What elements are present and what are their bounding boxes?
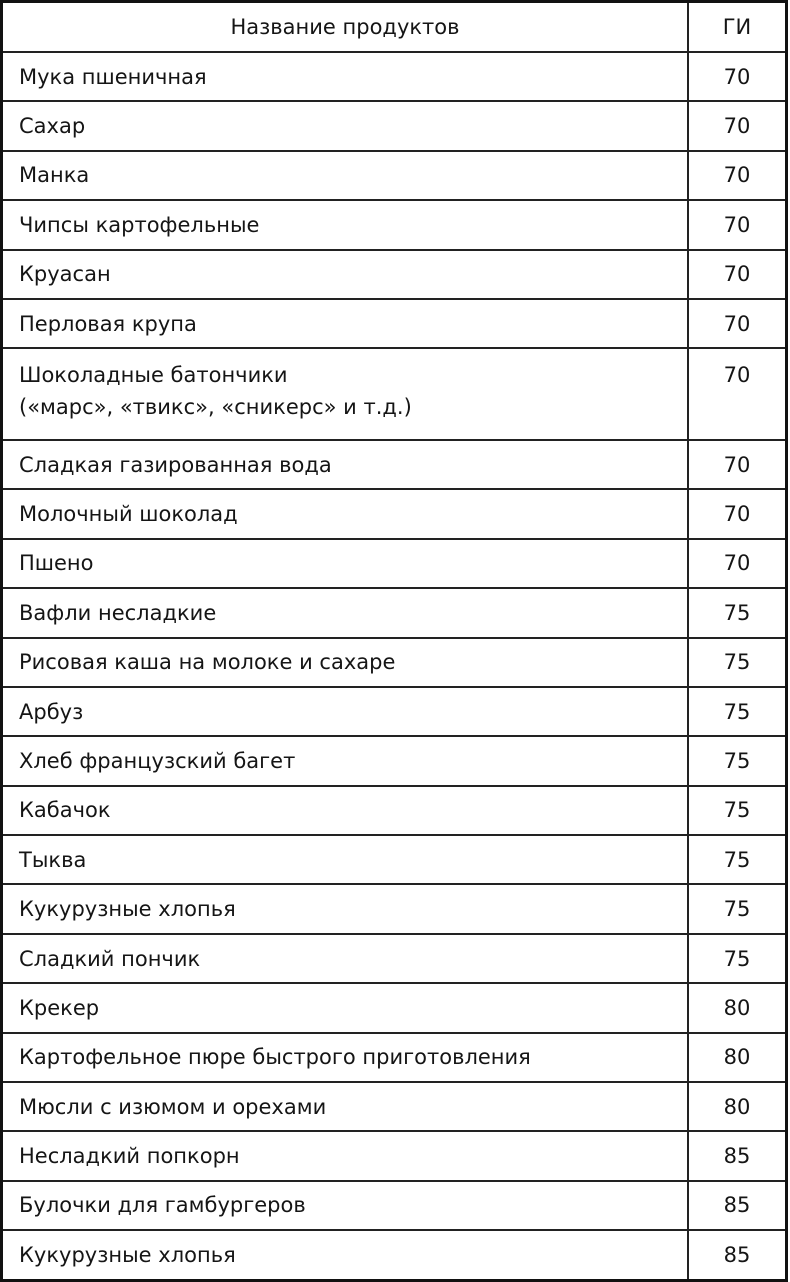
product-name-cell [2, 638, 689, 687]
gi-value: 70 [688, 539, 787, 588]
product-name: Сладкий пончик [19, 946, 201, 971]
table-row [2, 250, 787, 299]
table-row [2, 101, 787, 150]
product-name-cell [2, 588, 689, 637]
product-name: Перловая крупа [19, 311, 197, 336]
gi-value: 70 [688, 151, 787, 200]
product-name-cell [2, 101, 689, 150]
product-name-cell [2, 687, 689, 736]
gi-value: 70 [688, 489, 787, 538]
product-name: Пшено [19, 551, 94, 576]
product-name: Вафли несладкие [19, 600, 217, 625]
table-row [2, 638, 787, 687]
product-name: Тыква [19, 847, 87, 872]
product-name: Несладкий попкорн [19, 1144, 240, 1169]
product-name: Кабачок [19, 798, 111, 823]
gi-value: 80 [688, 1082, 787, 1131]
table-row [2, 1230, 787, 1280]
gi-value: 75 [688, 835, 787, 884]
product-name: Мюсли с изюмом и орехами [19, 1094, 327, 1119]
header-product-name: Название продуктов [2, 2, 689, 53]
product-name-cell [2, 489, 689, 538]
product-name-cell [2, 348, 689, 440]
table-row [2, 588, 787, 637]
product-name: Арбуз [19, 699, 84, 724]
table-row [2, 1082, 787, 1131]
product-name-cell [2, 440, 689, 489]
table-row [2, 1033, 787, 1082]
product-name-cell [2, 1082, 689, 1131]
product-name-cell [2, 52, 689, 101]
product-name-cell [2, 1230, 689, 1280]
table-row [2, 687, 787, 736]
table-row [2, 200, 787, 249]
product-name: Булочки для гамбургеров [19, 1193, 306, 1218]
product-name-cell [2, 1181, 689, 1230]
gi-value: 75 [688, 884, 787, 933]
gi-value: 75 [688, 638, 787, 687]
product-name: Хлеб французский багет [19, 748, 296, 773]
table-row [2, 934, 787, 983]
product-name: Чипсы картофельные [19, 212, 260, 237]
table-row [2, 1131, 787, 1180]
product-name-cell [2, 835, 689, 884]
gi-value: 70 [688, 299, 787, 348]
product-name: Сладкая газированная вода [19, 452, 332, 477]
product-name-cell [2, 884, 689, 933]
product-name: Молочный шоколад [19, 502, 238, 527]
product-name-cell [2, 539, 689, 588]
table-row [2, 440, 787, 489]
gi-value: 75 [688, 934, 787, 983]
gi-value: 75 [688, 736, 787, 785]
table-row [2, 299, 787, 348]
product-name-cell [2, 200, 689, 249]
gi-value: 80 [688, 1033, 787, 1082]
product-name-cell [2, 934, 689, 983]
gi-value: 70 [688, 200, 787, 249]
gi-value: 85 [688, 1230, 787, 1280]
product-name: Рисовая каша на молоке и сахаре [19, 650, 396, 675]
gi-value: 70 [688, 101, 787, 150]
table-row [2, 539, 787, 588]
gi-value: 70 [688, 440, 787, 489]
table-row [2, 786, 787, 835]
table-row [2, 52, 787, 101]
product-name-cell [2, 299, 689, 348]
gi-value: 70 [688, 250, 787, 299]
gi-value: 85 [688, 1131, 787, 1180]
table-header-row [2, 2, 787, 53]
product-name: Круасан [19, 262, 111, 287]
gi-value: 75 [688, 687, 787, 736]
product-name: Шоколадные батончики [19, 363, 288, 388]
product-name-cell [2, 250, 689, 299]
product-name-cell [2, 983, 689, 1032]
gi-value: 70 [688, 348, 787, 440]
table-row [2, 489, 787, 538]
table-row [2, 983, 787, 1032]
table-row [2, 884, 787, 933]
product-name-cell [2, 1131, 689, 1180]
gi-value: 70 [688, 52, 787, 101]
gi-value: 80 [688, 983, 787, 1032]
product-name: Крекер [19, 995, 100, 1020]
header-gi: ГИ [688, 2, 787, 53]
product-name: Картофельное пюре быстрого приготовления [19, 1045, 531, 1070]
table-row [2, 348, 787, 440]
product-name-cell [2, 786, 689, 835]
gi-value: 85 [688, 1181, 787, 1230]
product-name-cell [2, 736, 689, 785]
product-name: Кукурузные хлопья [19, 897, 236, 922]
product-name: Сахар [19, 114, 86, 139]
product-name-cell [2, 1033, 689, 1082]
product-name: Манка [19, 163, 90, 188]
table-body [2, 52, 787, 1280]
product-name: Мука пшеничная [19, 64, 207, 89]
table-row [2, 736, 787, 785]
product-name-note: («марс», «твикс», «сникерс» и т.д.) [19, 395, 412, 420]
table-row [2, 1181, 787, 1230]
product-name-cell [2, 151, 689, 200]
product-name: Кукурузные хлопья [19, 1242, 236, 1267]
table-row [2, 835, 787, 884]
gi-value: 75 [688, 588, 787, 637]
gi-value: 75 [688, 786, 787, 835]
table-row [2, 151, 787, 200]
